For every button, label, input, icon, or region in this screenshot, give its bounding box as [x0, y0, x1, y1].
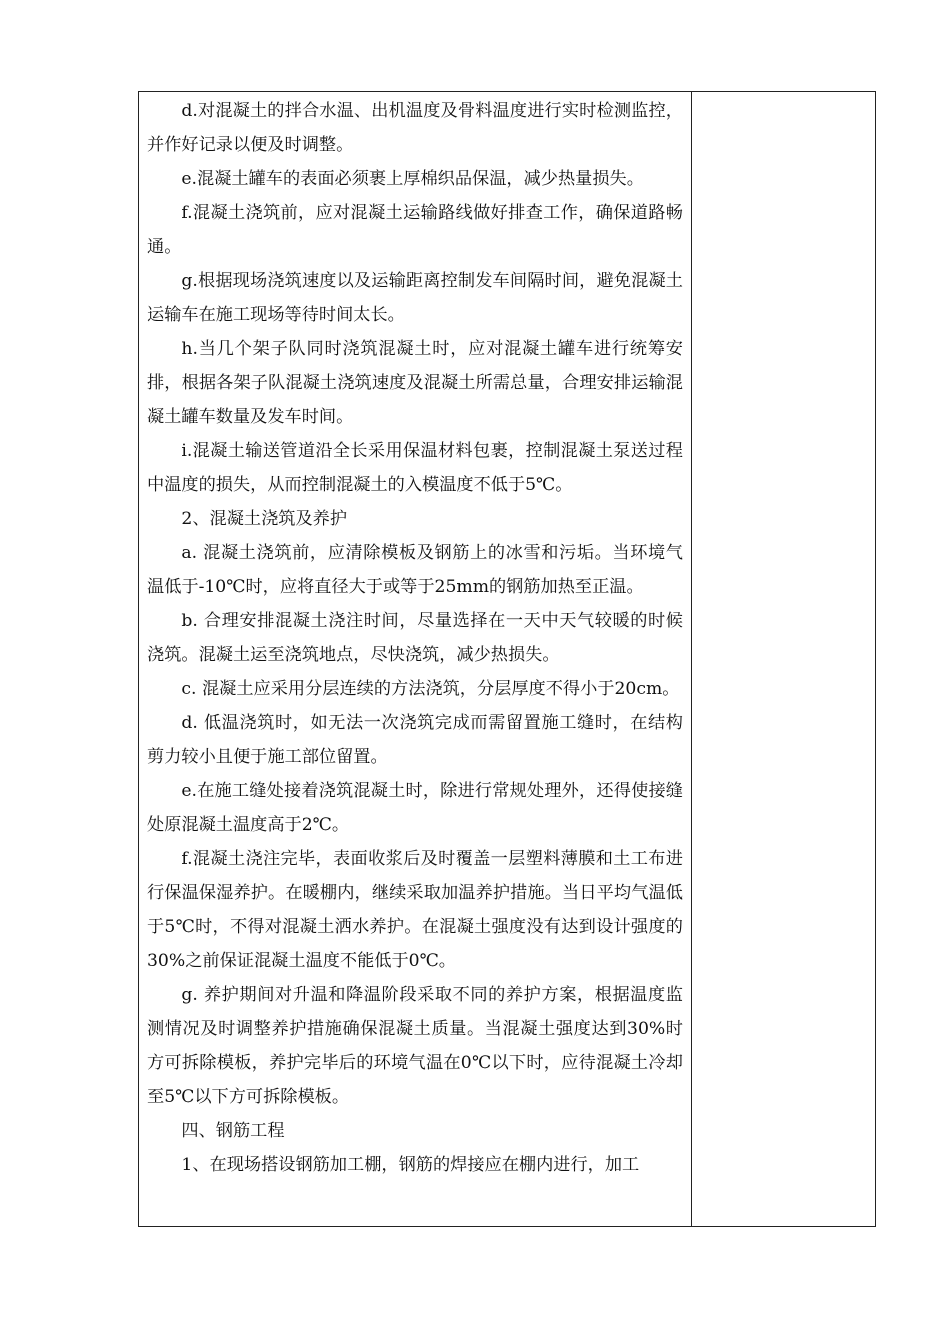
document-table	[138, 91, 876, 1227]
paragraph-h-tanker-scheduling: h.当几个架子队同时浇筑混凝土时，应对混凝土罐车进行统筹安排，根据各架子队混凝土浇筑速度及混凝土所需总量，合理安排运输混凝土罐车数量及发车时间。	[147, 339, 683, 427]
section-heading-pouring-curing: 2、混凝土浇筑及养护	[181, 509, 348, 529]
paragraph-g-curing-plan: g. 养护期间对升温和降温阶段采取不同的养护方案，根据温度监测情况及时调整养护措施确保混凝土质量。当混凝土强度达到30%时方可拆除模板，养护完毕后的环境气温在0℃以下时，应待混凝土冷却至5℃以下方可拆除模板。	[147, 985, 683, 1107]
paragraph-f-route-check: f.混凝土浇筑前，应对混凝土运输路线做好排查工作，确保道路畅通。	[147, 203, 683, 257]
paragraph-i-pipe-insulation: i.混凝土输送管道沿全长采用保温材料包裹，控制混凝土泵送过程中温度的损失，从而控制混凝土的入模温度不低于5℃。	[147, 441, 683, 495]
paragraph-1-rebar-shed: 1、在现场搭设钢筋加工棚，钢筋的焊接应在棚内进行，加工	[181, 1155, 640, 1175]
empty-side-cell	[692, 92, 875, 1226]
paragraph-d-water-temperature: d.对混凝土的拌合水温、出机温度及骨料温度进行实时检测监控，并作好记录以便及时调整。	[147, 101, 683, 155]
paragraph-b-pour-timing: b. 合理安排混凝土浇注时间，尽量选择在一天中天气较暖的时候浇筑。混凝土运至浇筑地点，尽快浇筑，减少热损失。	[147, 611, 683, 665]
paragraph-f-curing-cover: f.混凝土浇注完毕，表面收浆后及时覆盖一层塑料薄膜和土工布进行保温保湿养护。在暖棚内，继续采取加温养护措施。当日平均气温低于5℃时，不得对混凝土洒水养护。在混凝土强度没有达到设计强度的30%之前保证混凝土温度不能低于0℃。	[147, 849, 683, 971]
paragraph-e-joint-temperature: e.在施工缝处接着浇筑混凝土时，除进行常规处理外，还得使接缝处原混凝土温度高于2℃。	[147, 781, 683, 835]
paragraph-g-dispatch-interval: g.根据现场浇筑速度以及运输距离控制发车间隔时间，避免混凝土运输车在施工现场等待时间太长。	[147, 271, 683, 325]
section-heading-rebar-works: 四、钢筋工程	[181, 1121, 285, 1141]
paragraph-c-layered-pouring: c. 混凝土应采用分层连续的方法浇筑，分层厚度不得小于20cm。	[181, 679, 680, 699]
paragraph-a-clean-formwork: a. 混凝土浇筑前，应清除模板及钢筋上的冰雪和污垢。当环境气温低于-10℃时，应将直径大于或等于25mm的钢筋加热至正温。	[147, 543, 683, 597]
paragraph-e-tanker-insulation: e.混凝土罐车的表面必须裹上厚棉织品保温，减少热量损失。	[181, 169, 644, 189]
content-cell	[139, 92, 692, 1226]
paragraph-d-construction-joint: d. 低温浇筑时，如无法一次浇筑完成而需留置施工缝时，在结构剪力较小且便于施工部位留置。	[147, 713, 683, 767]
